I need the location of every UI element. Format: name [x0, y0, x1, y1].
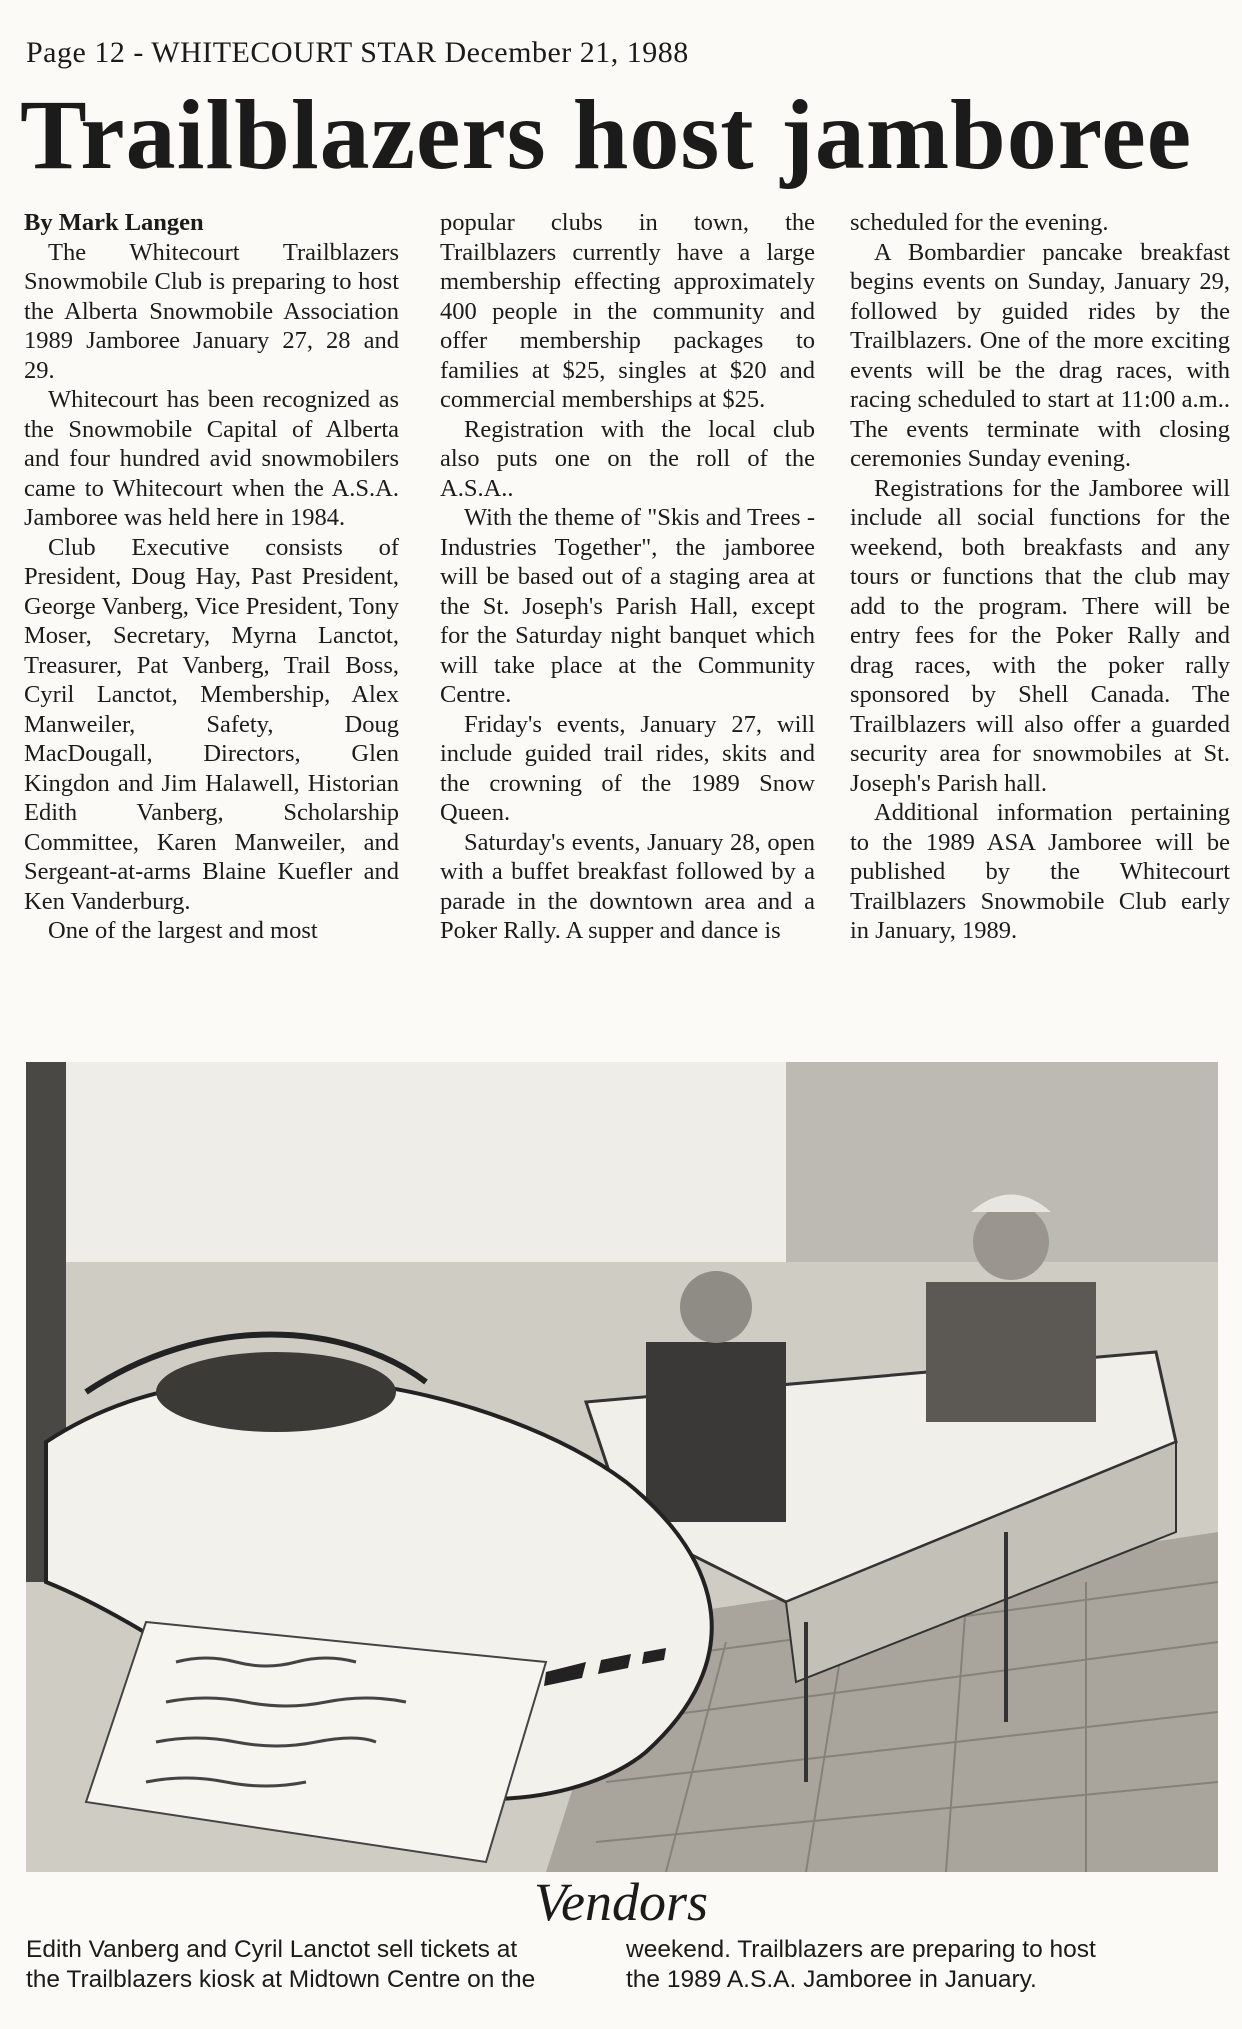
photo-title: Vendors: [534, 1872, 708, 1932]
paragraph: scheduled for the evening.: [850, 209, 1109, 236]
article-column-3: [850, 208, 1230, 1048]
paragraph: With the theme of "Skis and Trees - Industries Together", the jamboree will be based out of a staging area at the St. Joseph's Parish Hall, except for the Saturday night banquet which will take place at the Community Centre.: [440, 504, 815, 708]
news-photo: [26, 1062, 1218, 1872]
paragraph: popular clubs in town, the Trailblazers currently have a large membership effecting approximately 400 people in the community and offer membership packages to families at $25, singles at $20 and commercial memberships at $25.: [440, 209, 815, 413]
paragraph: Friday's events, January 27, will include guided trail rides, skits and the crowning of the 1989 Snow Queen.: [440, 710, 815, 826]
byline: By Mark Langen: [24, 209, 204, 236]
paragraph: Registration with the local club also puts one on the roll of the A.S.A..: [440, 415, 815, 502]
cutline-line: Edith Vanberg and Cyril Lanctot sell tickets at: [26, 1936, 518, 1963]
article-column-2: [440, 208, 815, 1048]
article-column-1: [24, 208, 399, 1048]
paragraph: Additional information pertaining to the 1989 ASA Jamboree will be published by the Whitecourt Trailblazers Snowmobile Club early in January, 1989.: [850, 799, 1230, 944]
cutline-line: the 1989 A.S.A. Jamboree in January.: [626, 1966, 1037, 1993]
headline: Trailblazers host jamboree: [20, 79, 1193, 190]
photo-illustration: [26, 1062, 1218, 1872]
paragraph: One of the largest and most: [48, 917, 318, 944]
paragraph: Saturday's events, January 28, open with a buffet breakfast followed by a parade in the downtown area and a Poker Rally. A supper and dance is: [440, 828, 815, 944]
paragraph: Whitecourt has been recognized as the Snowmobile Capital of Alberta and four hundred avid snowmobilers came to Whitecourt when the A.S.A. Jamboree was held here in 1984.: [24, 386, 399, 531]
cutline-line: the Trailblazers kiosk at Midtown Centre on the: [26, 1966, 536, 1993]
paragraph: The Whitecourt Trailblazers Snowmobile Club is preparing to host the Alberta Snowmobile Association 1989 Jamboree January 27, 28 and 29.: [24, 238, 399, 384]
paragraph: Club Executive consists of President, Doug Hay, Past President, George Vanberg, Vice President, Tony Moser, Secretary, Myrna Lanctot, Treasurer, Pat Vanberg, Trail Boss, Cyril Lanctot, Membership, Alex Manweiler, Safety, Doug MacDougall, Directors, Glen Kingdon and Jim Halawell, Historian Edith Vanberg, Scholarship Committee, Karen Manweiler, and Sergeant-at-arms Blaine Kuefler and Ken Vanderburg.: [24, 533, 399, 915]
paragraph: A Bombardier pancake breakfast begins events on Sunday, January 29, followed by guided rides by the Trailblazers. One of the more exciting events will be the drag races, with racing scheduled to start at 11:00 a.m.. The events terminate with closing ceremonies Sunday evening.: [850, 238, 1230, 472]
paragraph: Registrations for the Jamboree will include all social functions for the weekend, both breakfasts and any tours or functions that the club may add to the program. There will be entry fees for the Poker Rally and drag races, with the poker rally sponsored by Shell Canada. The Trailblazers will also offer a guarded security area for snowmobiles at St. Joseph's Parish hall.: [850, 474, 1230, 797]
page-header: Page 12 - WHITECOURT STAR December 21, 1988: [26, 36, 689, 69]
photo-cutline-right: [626, 1935, 1211, 1995]
cutline-line: weekend. Trailblazers are preparing to host: [626, 1936, 1096, 1963]
photo-cutline-left: [26, 1935, 611, 1995]
